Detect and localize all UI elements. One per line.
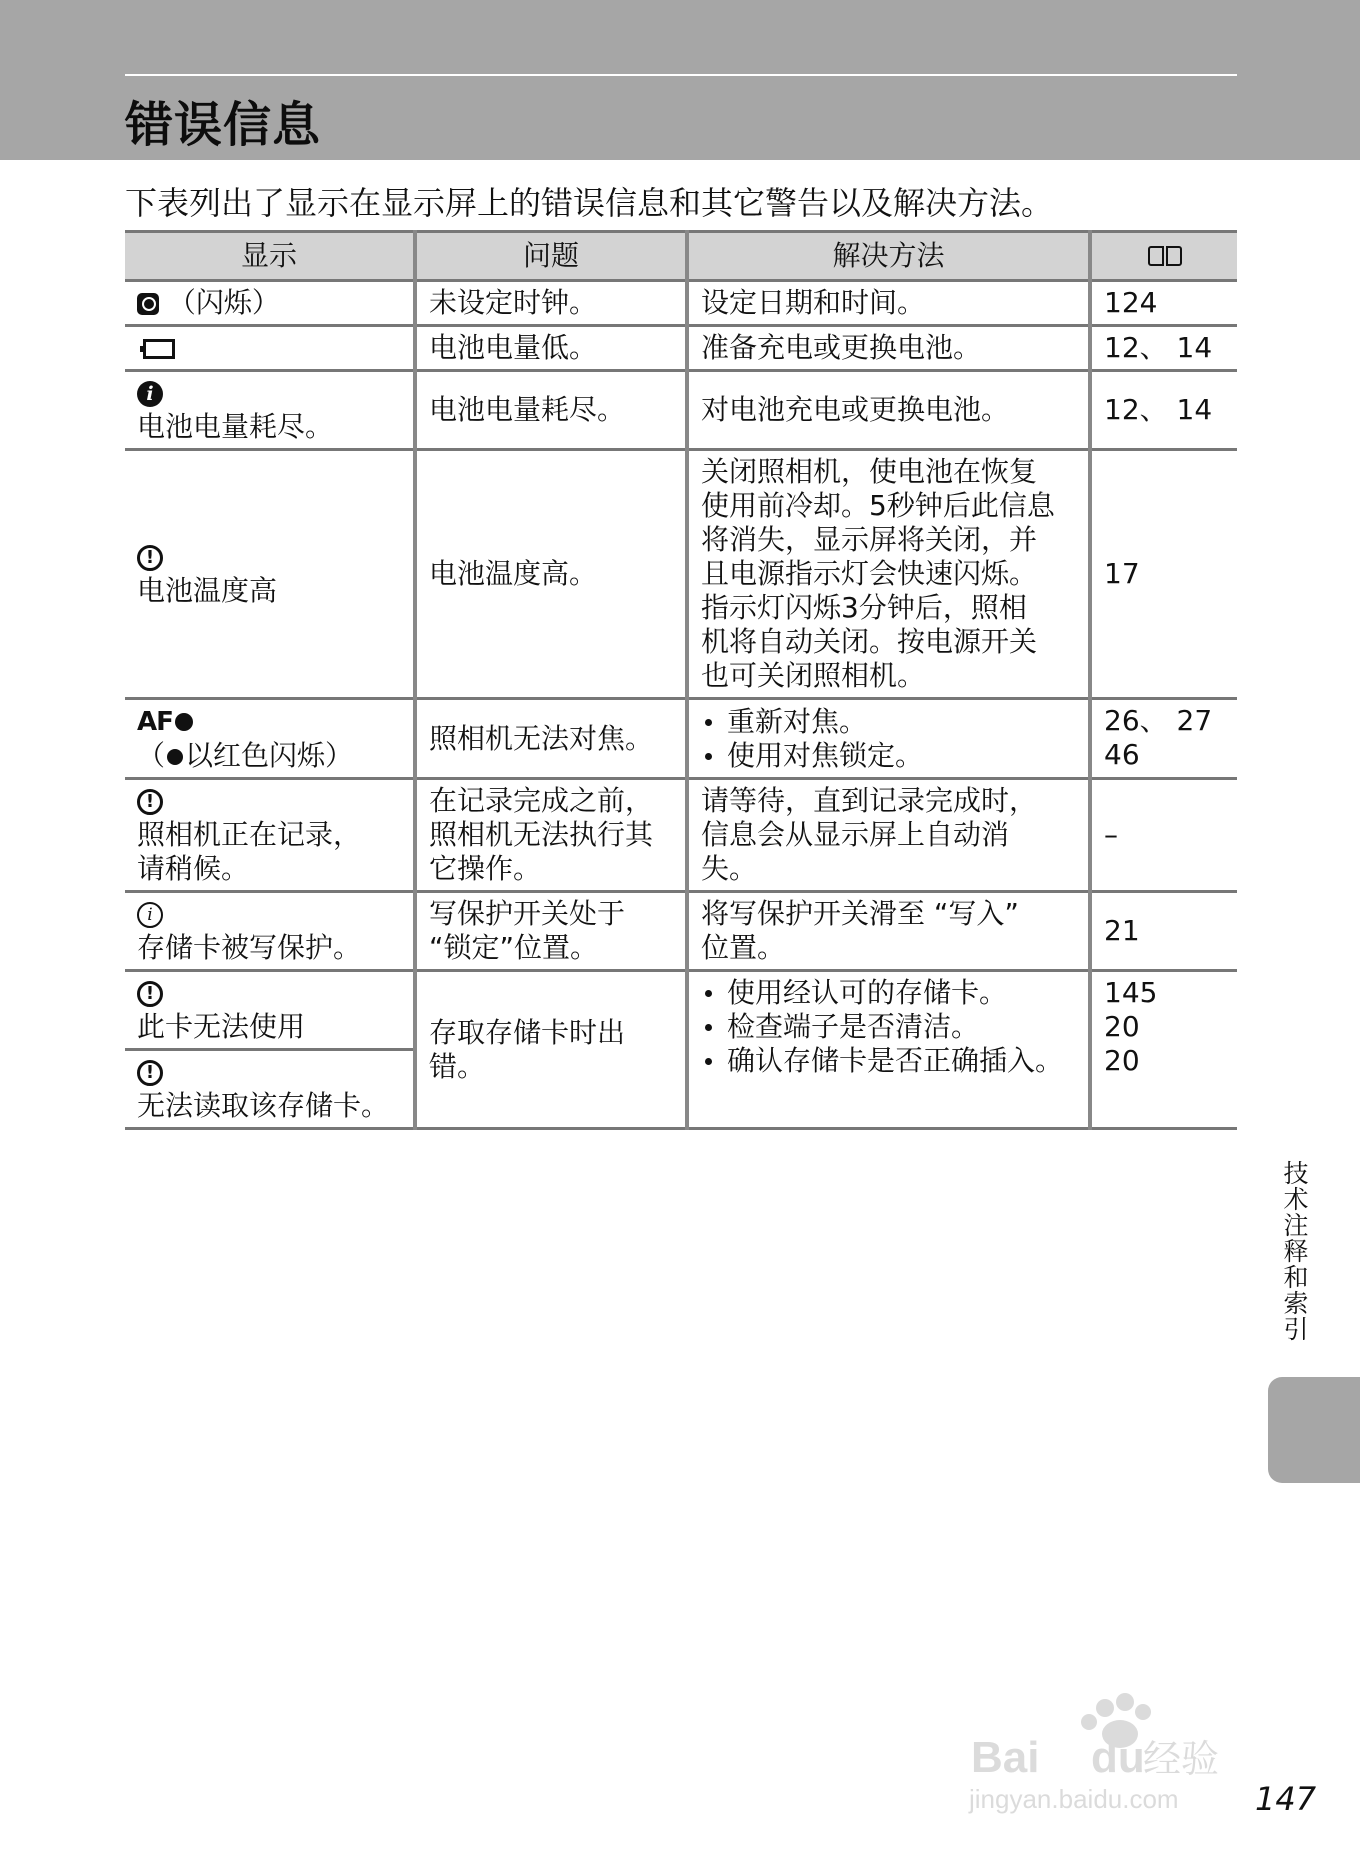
solution-line: 请等待，直到记录完成时， xyxy=(701,784,1038,817)
table-row xyxy=(125,281,1237,326)
solution-line: 位置。 xyxy=(701,931,786,964)
solution-line: 使用前冷却。5秒钟后此信息 xyxy=(701,489,1055,522)
list-item: 使用经认可的存储卡。 xyxy=(701,976,1076,1010)
problem-cell xyxy=(415,892,687,971)
warning-icon: ! xyxy=(137,545,163,571)
problem-cell: 未设定时钟。 xyxy=(415,281,687,326)
af-icon: AF xyxy=(137,707,173,737)
warning-icon: ! xyxy=(137,789,163,815)
reference-line: 20 xyxy=(1104,1010,1140,1043)
display-line: 照相机正在记录， xyxy=(137,818,362,851)
clock-icon xyxy=(137,293,159,315)
table-row xyxy=(125,699,1237,779)
reference-line: 46 xyxy=(1104,738,1140,771)
problem-cell xyxy=(415,971,687,1129)
section-side-label: 技术注释和索引 xyxy=(1280,1160,1309,1342)
display-cell xyxy=(125,699,415,779)
table-row xyxy=(125,779,1237,892)
list-item: 重新对焦。 xyxy=(701,705,1076,739)
display-text: 电池电量耗尽。 xyxy=(137,410,334,443)
problem-line: 在记录完成之前， xyxy=(429,784,654,817)
problem-line: 错。 xyxy=(429,1049,486,1083)
solution-line: 关闭照相机，使电池在恢复 xyxy=(701,455,1038,488)
reference-cell: 21 xyxy=(1090,892,1237,971)
problem-cell: 电池电量耗尽。 xyxy=(415,371,687,450)
problem-cell: 电池电量低。 xyxy=(415,326,687,371)
problem-cell: 电池温度高。 xyxy=(415,450,687,699)
display-cell xyxy=(125,281,415,326)
indicator-dot-icon xyxy=(175,713,193,731)
solution-cell: 准备充电或更换电池。 xyxy=(687,326,1090,371)
reference-cell: 12、 14 xyxy=(1090,326,1237,371)
display-cell xyxy=(125,326,415,371)
table-row xyxy=(125,971,1237,1050)
solution-line: 也可关闭照相机。 xyxy=(701,659,926,692)
solution-cell xyxy=(687,779,1090,892)
header-reference xyxy=(1090,232,1237,281)
reference-cell xyxy=(1090,699,1237,779)
paren-open: （ xyxy=(137,739,166,772)
solution-cell: 对电池充电或更换电池。 xyxy=(687,371,1090,450)
baidu-watermark xyxy=(965,1690,1265,1820)
error-message-table xyxy=(125,230,1237,1130)
solution-line: 且电源指示灯会快速闪烁。 xyxy=(701,557,1038,590)
page-title: 错误信息 xyxy=(125,97,322,153)
display-text: 存储卡被写保护。 xyxy=(137,931,362,964)
list-item: 使用对焦锁定。 xyxy=(701,739,1076,773)
solution-cell xyxy=(687,699,1090,779)
display-text: 以红色闪烁 xyxy=(185,739,326,772)
solution-cell xyxy=(687,971,1090,1129)
display-cell xyxy=(125,892,415,971)
list-item: 检查端子是否清洁。 xyxy=(701,1010,1076,1044)
display-cell xyxy=(125,1050,415,1129)
table-row xyxy=(125,371,1237,450)
table-row xyxy=(125,450,1237,699)
watermark-suffix: 经验 xyxy=(1143,1737,1220,1781)
warning-icon: ! xyxy=(137,1060,163,1086)
reference-cell: – xyxy=(1090,779,1237,892)
table-row xyxy=(125,326,1237,371)
solution-line: 机将自动关闭。按电源开关 xyxy=(701,625,1038,658)
display-cell xyxy=(125,971,415,1050)
display-text: （闪烁） xyxy=(167,286,280,319)
problem-cell xyxy=(415,779,687,892)
solution-list xyxy=(701,705,1076,773)
problem-cell: 照相机无法对焦。 xyxy=(415,699,687,779)
solution-cell xyxy=(687,450,1090,699)
solution-list xyxy=(701,976,1076,1078)
table-row xyxy=(125,892,1237,971)
reference-line: 26、 27 xyxy=(1104,704,1213,737)
table-header-row xyxy=(125,232,1237,281)
header-problem: 问题 xyxy=(415,232,687,281)
book-icon xyxy=(1147,246,1183,268)
indicator-dot-icon xyxy=(167,749,183,765)
reference-cell: 12、 14 xyxy=(1090,371,1237,450)
display-cell xyxy=(125,371,415,450)
info-outline-icon: i xyxy=(137,902,163,928)
page-number: 147 xyxy=(1255,1780,1317,1818)
solution-line: 指示灯闪烁3分钟后，照相 xyxy=(701,591,1027,624)
battery-icon xyxy=(143,339,175,359)
reference-line: 145 xyxy=(1104,976,1158,1009)
watermark-url: jingyan.baidu.com xyxy=(969,1784,1179,1814)
solution-line: 将写保护开关滑至 “写入” xyxy=(701,897,1019,930)
problem-line: 照相机无法执行其 xyxy=(429,818,654,851)
reference-cell: 124 xyxy=(1090,281,1237,326)
solution-cell xyxy=(687,892,1090,971)
reference-line: 20 xyxy=(1104,1044,1140,1077)
problem-line: “锁定”位置。 xyxy=(429,931,599,964)
solution-line: 将消失，显示屏将关闭，并 xyxy=(701,523,1038,556)
warning-icon: ! xyxy=(137,981,163,1007)
display-line: 请稍候。 xyxy=(137,852,250,885)
display-text: 此卡无法使用 xyxy=(137,1010,306,1043)
paren-close: ） xyxy=(325,739,354,772)
display-text: 电池温度高 xyxy=(137,574,278,607)
problem-line: 存取存储卡时出 xyxy=(429,1015,626,1049)
section-tab xyxy=(1268,1377,1360,1483)
intro-text: 下表列出了显示在显示屏上的错误信息和其它警告以及解决方法。 xyxy=(125,184,1054,222)
solution-cell: 设定日期和时间。 xyxy=(687,281,1090,326)
watermark-brand2: du xyxy=(1091,1733,1145,1782)
problem-line: 写保护开关处于 xyxy=(429,897,626,930)
display-cell xyxy=(125,450,415,699)
reference-cell xyxy=(1090,971,1237,1129)
header-display: 显示 xyxy=(125,232,415,281)
solution-line: 失。 xyxy=(701,852,758,885)
reference-cell: 17 xyxy=(1090,450,1237,699)
watermark-brand: Bai xyxy=(971,1733,1040,1782)
banner-rule xyxy=(125,74,1237,76)
display-text: 无法读取该存储卡。 xyxy=(137,1089,390,1122)
info-solid-icon: i xyxy=(137,381,163,407)
header-solution: 解决方法 xyxy=(687,232,1090,281)
solution-line: 信息会从显示屏上自动消 xyxy=(701,818,1010,851)
problem-line: 它操作。 xyxy=(429,852,542,885)
display-cell xyxy=(125,779,415,892)
list-item: 确认存储卡是否正确插入。 xyxy=(701,1044,1076,1078)
